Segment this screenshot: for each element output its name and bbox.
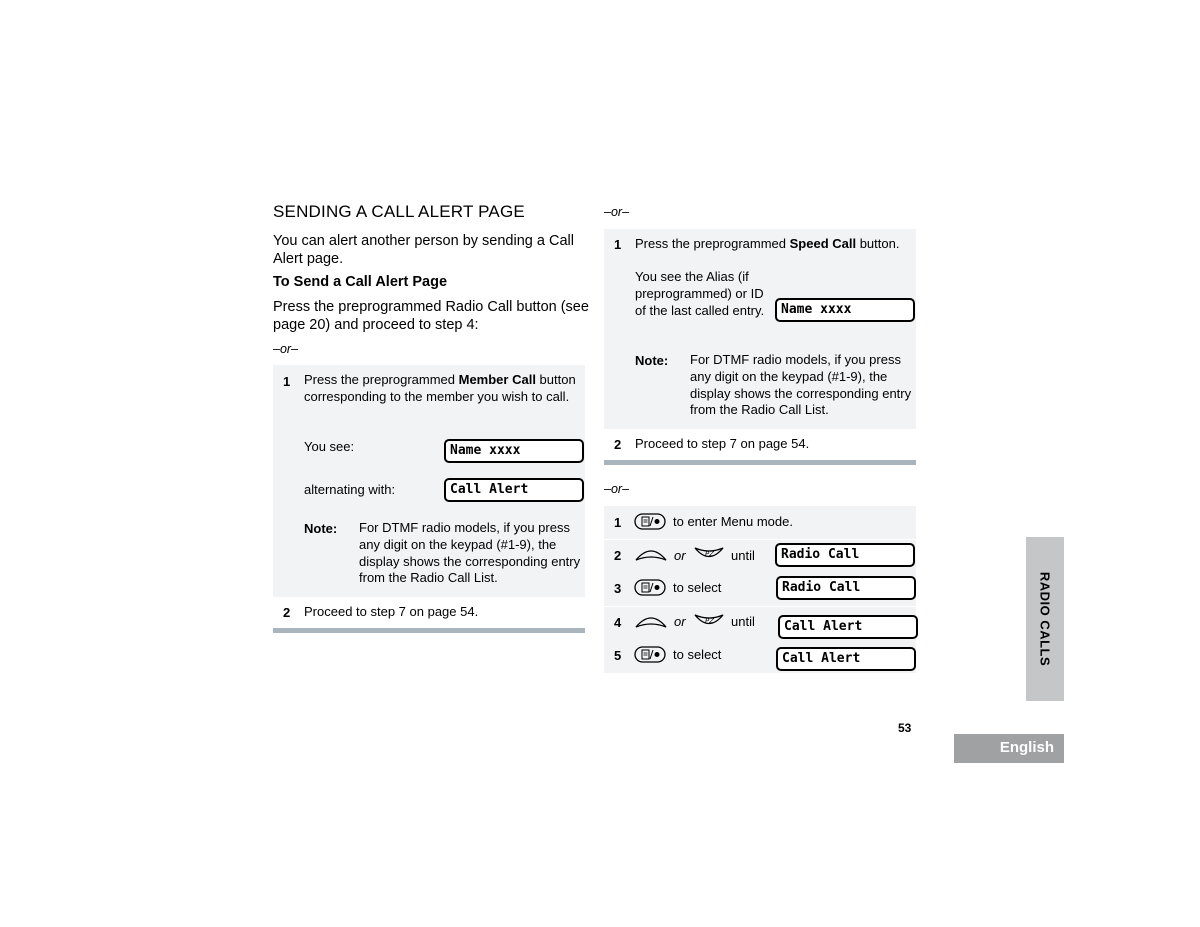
svg-text:PZ: PZ — [705, 550, 715, 558]
note-label: Note: — [635, 353, 669, 368]
or-separator-left: –or– — [273, 342, 299, 356]
speed-call-step-text: Press the preprogrammed Speed Call button. — [635, 236, 900, 251]
lcd-display: Call Alert — [776, 647, 916, 671]
alternating-label: alternating with: — [304, 482, 396, 497]
step-number: 1 — [614, 515, 622, 530]
note-label: Note: — [304, 521, 338, 536]
lcd-display: Call Alert — [778, 615, 918, 639]
instruction-paragraph: Press the preprogrammed Radio Call button (see page 20) and proceed to step 4: — [273, 299, 589, 333]
step-number: 5 — [614, 648, 622, 663]
intro-paragraph: You can alert another person by sending a Call Alert page. — [273, 233, 574, 267]
step-number: 1 — [283, 374, 291, 389]
step-number: 1 — [614, 237, 622, 252]
lcd-display: Name xxxx — [444, 439, 584, 463]
page-number: 53 — [898, 721, 912, 735]
lcd-display: Radio Call — [775, 543, 915, 567]
or-separator-right-bottom: –or– — [604, 482, 630, 496]
scroll-up-icon — [634, 613, 668, 631]
lcd-display: Radio Call — [776, 576, 916, 600]
menu-step-text: to select — [673, 580, 722, 595]
note-text: For DTMF radio models, if you press any digit on the keypad (#1-9), the display shows the corresponding entry from the Radio Call List. — [690, 352, 912, 418]
menu-button-icon — [634, 646, 666, 663]
menu-step-text: to enter Menu mode. — [673, 514, 793, 529]
you-see-label: You see: — [304, 439, 355, 454]
language-tab: English — [954, 734, 1064, 763]
step-number: 2 — [614, 437, 622, 452]
or-word: or — [674, 548, 686, 563]
scroll-down-icon — [693, 612, 725, 630]
page-title: SENDING A CALL ALERT PAGE — [273, 202, 525, 221]
step-number: 2 — [614, 548, 622, 563]
step-number: 3 — [614, 581, 622, 596]
menu-step-text: until — [731, 548, 755, 563]
lcd-display: Name xxxx — [775, 298, 915, 322]
or-separator-right-top: –or– — [604, 205, 630, 219]
alias-text: You see the Alias (if preprogrammed) or ID of the last called entry. — [635, 269, 765, 318]
member-call-step-text: Press the preprogrammed Member Call button corresponding to the member you wish to call. — [304, 372, 576, 404]
menu-step-text: to select — [673, 647, 722, 662]
scroll-up-icon — [634, 546, 668, 564]
section-side-tab — [1026, 537, 1064, 701]
menu-button-icon — [634, 579, 666, 596]
svg-text:PZ: PZ — [705, 617, 715, 625]
menu-button-icon — [634, 513, 666, 530]
side-tab-label: RADIO CALLS — [1037, 571, 1053, 667]
section-divider — [604, 460, 916, 465]
proceed-step-text: Proceed to step 7 on page 54. — [635, 436, 810, 451]
note-text: For DTMF radio models, if you press any digit on the keypad (#1-9), the display shows the corresponding entry from the Radio Call List. — [359, 520, 581, 586]
menu-step-text: until — [731, 614, 755, 629]
step-number: 2 — [283, 605, 291, 620]
section-divider — [273, 628, 585, 633]
scroll-down-icon — [693, 545, 725, 563]
proceed-step-text: Proceed to step 7 on page 54. — [304, 604, 479, 619]
or-word: or — [674, 614, 686, 629]
step-number: 4 — [614, 615, 622, 630]
lcd-display: Call Alert — [444, 478, 584, 502]
section-subheading: To Send a Call Alert Page — [273, 274, 448, 290]
